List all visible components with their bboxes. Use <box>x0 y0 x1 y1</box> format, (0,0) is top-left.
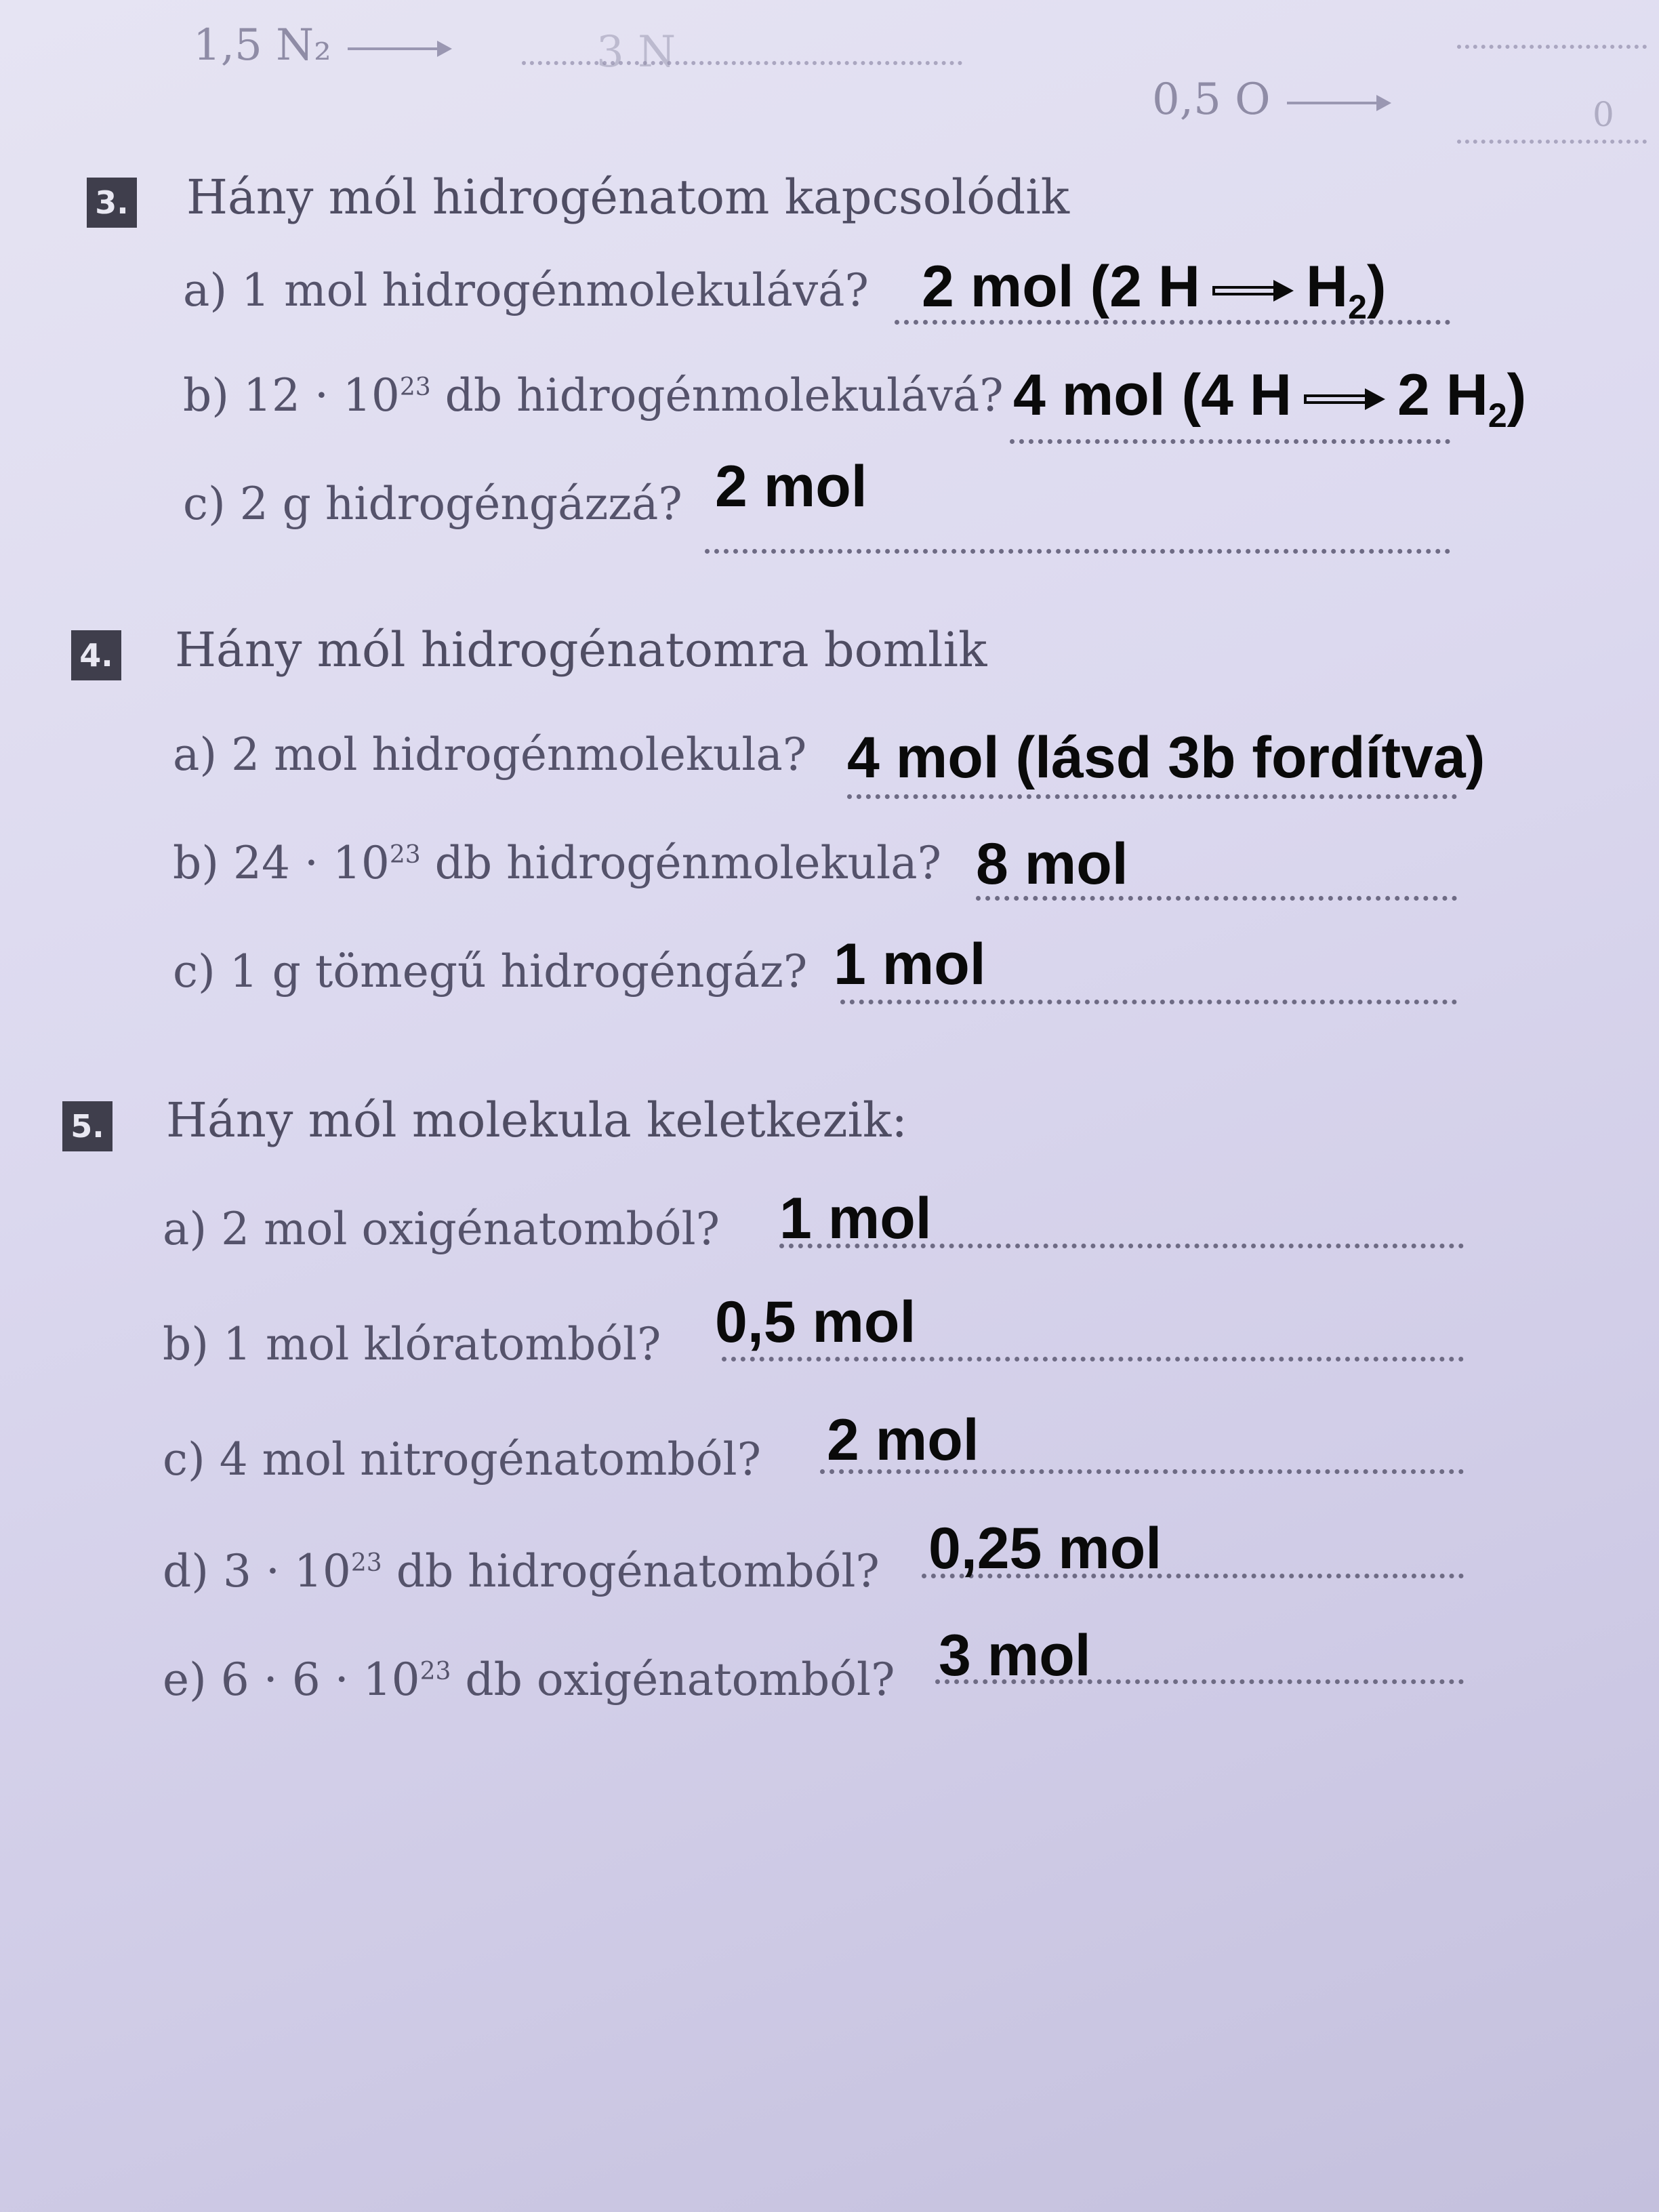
question-4-number: 4. <box>71 630 121 680</box>
q5b-answer-line <box>722 1357 1464 1361</box>
top-left-faint-answer: 3 N <box>596 27 676 77</box>
q5e-text: e) $6 \cdot 6 \cdot 10^{23}$ db oxigénatomból? <box>163 1654 895 1706</box>
q4c-text: c) 1 g tömegű hidrogéngáz? <box>173 945 808 998</box>
q5d-answer: 0,25 mol <box>928 1516 1162 1581</box>
q4b-answer-line <box>976 896 1457 901</box>
q4b-text: b) $24 \cdot 10^{23}$ db hidrogénmolekula? <box>173 837 941 889</box>
q5a-text: a) 2 mol oxigénatomból? <box>163 1203 720 1255</box>
question-3-number: 3. <box>87 178 137 228</box>
question-5-title: Hány mól molekula keletkezik: <box>166 1092 907 1148</box>
q3b-answer: 4 mol (4 H 2 $H_2$) <box>1013 363 1527 434</box>
q4a-answer: 4 mol (lásd 3b fordítva) <box>847 725 1486 790</box>
top-right-answer-line-1 <box>1457 14 1647 49</box>
q4c-answer: 1 mol <box>834 932 986 997</box>
question-3-title: Hány mól hidrogénatom kapcsolódik <box>186 169 1070 225</box>
top-right-faint-fragment: 0 <box>1593 95 1614 134</box>
q4b-answer: 8 mol <box>976 832 1128 897</box>
arrow-icon <box>1212 286 1294 295</box>
q3c-answer-line <box>705 549 1450 554</box>
top-left-answer-line <box>522 27 962 77</box>
question-4-title: Hány mól hidrogénatomra bomlik <box>175 622 987 678</box>
q3c-answer: 2 mol <box>715 454 867 519</box>
q4a-text: a) 2 mol hidrogénmolekula? <box>173 729 807 781</box>
q3c-text: c) 2 g hidrogéngázzá? <box>183 478 682 530</box>
top-right-formula: 0,5 O <box>1152 75 1389 125</box>
arrow-icon <box>1287 102 1389 104</box>
question-5-number: 5. <box>62 1101 112 1151</box>
q5c-answer: 2 mol <box>827 1408 979 1473</box>
top-left-formula: 1,5 N₂ <box>193 20 449 70</box>
q5c-text: c) 4 mol nitrogénatomból? <box>163 1433 761 1486</box>
q5e-answer: 3 mol <box>939 1623 1091 1688</box>
arrow-icon <box>348 47 449 50</box>
q4c-answer-line <box>840 1000 1457 1004</box>
q5b-answer: 0,5 mol <box>715 1290 916 1355</box>
q4a-answer-line <box>847 794 1457 799</box>
top-right-answer-line-2 <box>1457 95 1647 144</box>
q3a-text: a) 1 mol hidrogénmolekulává? <box>183 264 869 316</box>
q5b-text: b) 1 mol klóratomból? <box>163 1318 661 1370</box>
q3b-answer-line <box>1010 439 1450 444</box>
arrow-icon <box>1304 394 1385 404</box>
q3b-text: b) $12 \cdot 10^{23}$ db hidrogénmolekulává? <box>183 369 1004 422</box>
q5d-text: d) $3 \cdot 10^{23}$ db hidrogénatomból? <box>163 1545 880 1597</box>
q5a-answer: 1 mol <box>779 1186 932 1251</box>
q3a-answer: 2 mol (2 H $H_2$) <box>922 254 1387 326</box>
